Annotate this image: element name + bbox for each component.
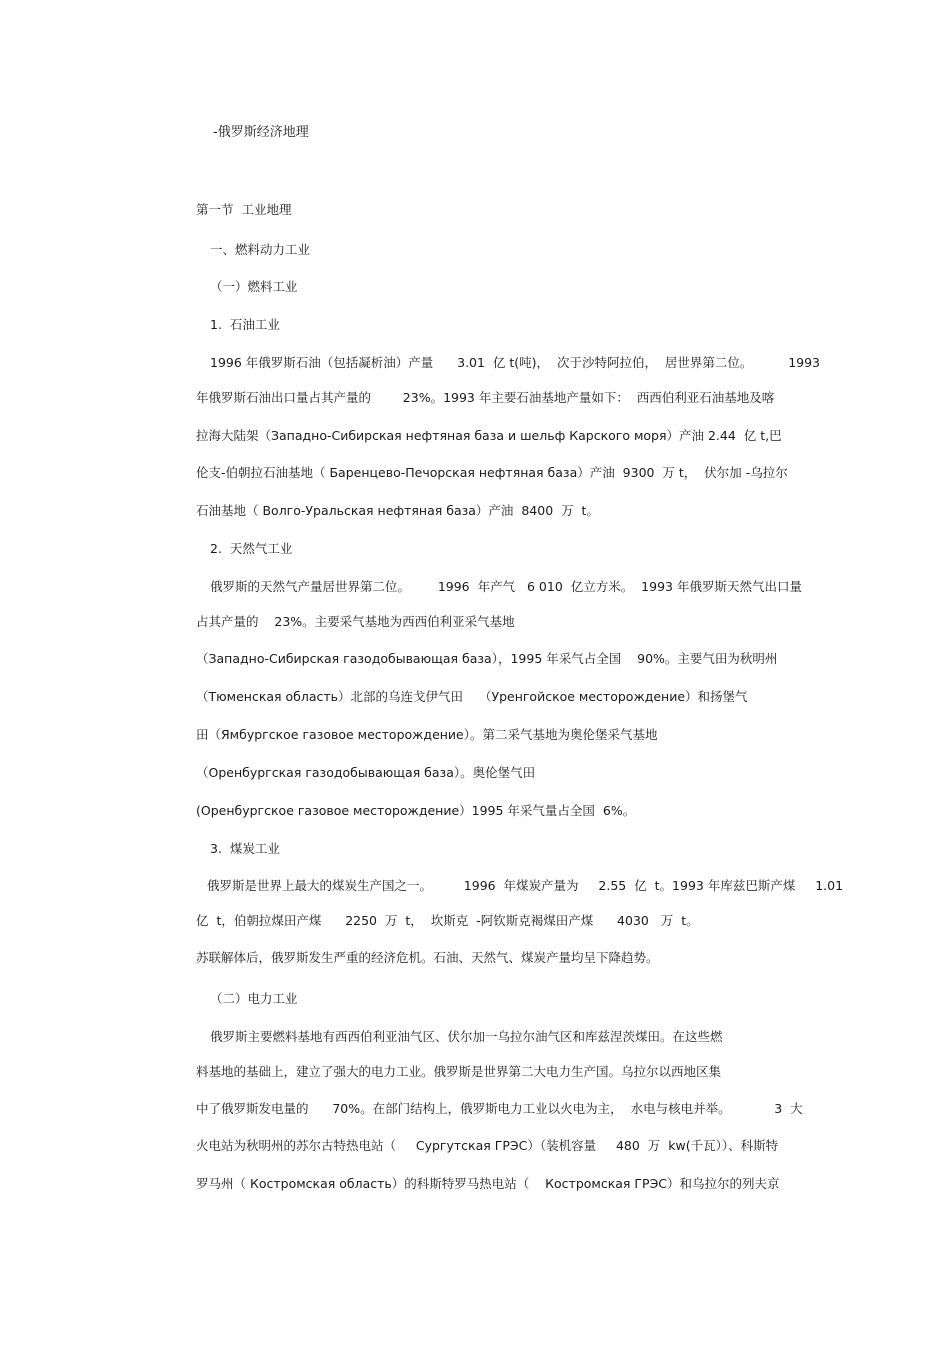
heading-coal-industry: 3. 煤炭工业 bbox=[210, 841, 280, 856]
oil-paragraph-line: 拉海大陆架（Западно-Сибирская нефтяная база и шельф Карского моря）产油 2.44 亿 t,巴 bbox=[196, 428, 782, 443]
power-paragraph-line: 俄罗斯主要燃料基地有西西伯利亚油气区、伏尔加一乌拉尔油气区和库兹涅茨煤田。在这些燃 bbox=[210, 1029, 723, 1044]
heading-gas-industry: 2. 天然气工业 bbox=[210, 541, 293, 556]
gas-paragraph-line: （Оренбургская газодобывающая база）。奥伦堡气田 bbox=[196, 765, 536, 780]
section-title: 第一节 工业地理 bbox=[196, 202, 292, 217]
power-paragraph-line: 罗马州（ Костромская область）的科斯特罗马热电站（ Костромская ГРЭС）和乌拉尔的列夫京 bbox=[196, 1176, 780, 1191]
power-paragraph-line: 料基地的基础上，建立了强大的电力工业。俄罗斯是世界第二大电力生产国。乌拉尔以西地区集 bbox=[196, 1064, 722, 1079]
gas-paragraph-line: 占其产量的 23%。主要采气基地为西西伯利亚采气基地 bbox=[196, 614, 515, 629]
heading-fuel-industry: （一）燃料工业 bbox=[210, 279, 298, 294]
power-paragraph-line: 火电站为秋明州的苏尔古特热电站（ Сургутская ГРЭС）（装机容量 480 万 kw(千瓦））、科斯特 bbox=[196, 1138, 779, 1153]
power-paragraph-line: 中了俄罗斯发电量的 70%。在部门结构上，俄罗斯电力工业以火电为主， 水电与核电并举。 3 大 bbox=[196, 1101, 803, 1116]
oil-paragraph-line: 伦支-伯朝拉石油基地（ Баренцево-Печорская нефтяная база）产油 9300 万 t， 伏尔加 -乌拉尔 bbox=[196, 465, 788, 480]
heading-oil-industry: 1. 石油工业 bbox=[210, 317, 280, 332]
gas-paragraph-line: 田（Ямбургское газовое месторождение）。第二采气基地为奥伦堡采气基地 bbox=[196, 727, 658, 742]
document-title: -俄罗斯经济地理 bbox=[213, 125, 309, 140]
oil-paragraph-line: 1996 年俄罗斯石油（包括凝析油）产量 3.01 亿 t(吨)， 次于沙特阿拉伯， 居世界第二位。 1993 bbox=[210, 355, 820, 370]
gas-paragraph-line: (Оренбургское газовое месторождение）1995 年采气量占全国 6%。 bbox=[196, 803, 636, 818]
heading-power-industry: （二）电力工业 bbox=[210, 991, 298, 1006]
coal-paragraph-line: 俄罗斯是世界上最大的煤炭生产国之一。 1996 年煤炭产量为 2.55 亿 t。1993 年库兹巴斯产煤 1.01 bbox=[207, 878, 844, 893]
coal-paragraph-line: 亿 t，伯朝拉煤田产煤 2250 万 t， 坎斯克 -阿钦斯克褐煤田产煤 4030 万 t。 bbox=[196, 913, 699, 928]
oil-paragraph-line: 石油基地（ Волго-Уральская нефтяная база）产油 8400 万 t。 bbox=[196, 503, 599, 518]
oil-paragraph-line: 年俄罗斯石油出口量占其产量的 23%。1993 年主要石油基地产量如下： 西西伯利亚石油基地及喀 bbox=[196, 390, 775, 405]
heading-fuel-power: 一、燃料动力工业 bbox=[210, 242, 311, 257]
coal-paragraph-line: 苏联解体后，俄罗斯发生严重的经济危机。石油、天然气、煤炭产量均呈下降趋势。 bbox=[196, 950, 659, 965]
gas-paragraph-line: （Тюменская область）北部的乌连戈伊气田 （Уренгойское месторождение）和扬堡气 bbox=[196, 689, 748, 704]
gas-paragraph-line: 俄罗斯的天然气产量居世界第二位。 1996 年产气 6 010 亿立方米。 1993 年俄罗斯天然气出口量 bbox=[210, 579, 802, 594]
gas-paragraph-line: （Западно-Сибирская газодобывающая база），1995 年采气占全国 90%。主要气田为秋明州 bbox=[196, 651, 778, 666]
